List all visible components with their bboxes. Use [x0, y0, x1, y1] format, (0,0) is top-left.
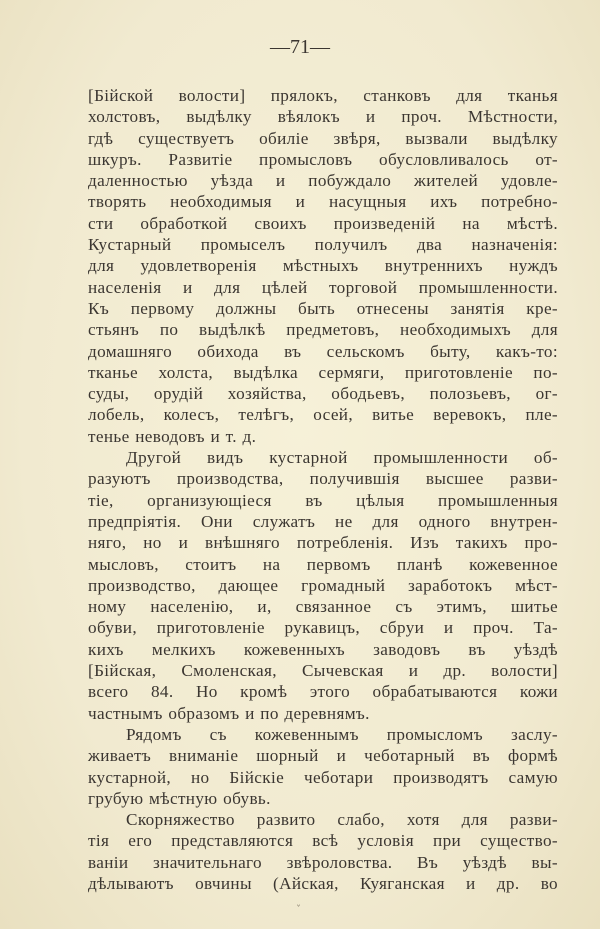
printer-mark: ˇ: [296, 905, 301, 916]
text-line: творять необходимыя и насущныя ихъ потребно-: [88, 192, 558, 212]
text-line: мысловъ, стоитъ на первомъ планѣ кожевенное: [88, 554, 558, 574]
text-line: холстовъ, выдѣлку вѣялокъ и проч. Мѣстности,: [88, 107, 558, 127]
text-line: суды, орудій хозяйства, ободьевъ, полозьевъ, ог-: [88, 384, 558, 404]
text-line: предпріятія. Они служатъ не для одного внутрен-: [88, 511, 558, 531]
text-line: кустарной, но Бійскіе чеботари производятъ самую: [88, 767, 558, 787]
text-line: кихъ мелкихъ кожевенныхъ заводовъ въ уѣздѣ: [88, 639, 558, 659]
text-line: дѣлываютъ овчины (Айская, Куяганская и др. во: [88, 873, 558, 893]
text-line: домашняго обихода въ сельскомъ быту, какъ-то:: [88, 341, 558, 361]
body-text: [88, 85, 558, 894]
text-line: гдѣ существуетъ обиліе звѣря, вызвали выдѣлку: [88, 128, 558, 148]
text-line: частнымъ образомъ и по деревнямъ.: [88, 703, 370, 723]
text-line: сти обработкой своихъ произведеній на мѣстѣ.: [88, 213, 558, 233]
text-line: Скорняжество развито слабо, хотя для разви-: [126, 810, 558, 830]
text-line: лобель, колесъ, телѣгъ, осей, витье веревокъ, пле-: [88, 405, 558, 425]
text-line: Другой видъ кустарной промышленности об-: [126, 448, 558, 468]
text-line: обуви, приготовленіе рукавицъ, сбруи и проч. Та-: [88, 618, 558, 638]
text-line: Рядомъ съ кожевеннымъ промысломъ заслу-: [126, 724, 558, 744]
text-line: няго, но и внѣшняго потребленія. Изъ такихъ про-: [88, 533, 558, 553]
text-line: всего 84. Но кромѣ этого обрабатываются кожи: [88, 682, 558, 702]
text-line: грубую мѣстную обувь.: [88, 788, 271, 808]
text-line: стьянъ по выдѣлкѣ предметовъ, необходимыхъ для: [88, 320, 558, 340]
text-line: [Бійской волости] прялокъ, станковъ для тканья: [88, 86, 558, 105]
text-line: тканье холста, выдѣлка сермяги, приготовленіе по-: [88, 362, 558, 382]
text-line: населенія и для цѣлей торговой промышленности.: [88, 277, 558, 297]
text-line: для удовлетворенія мѣстныхъ внутреннихъ нуждъ: [88, 256, 558, 276]
text-line: шкуръ. Развитіе промысловъ обусловливалось от-: [88, 149, 558, 169]
page-number: —71—: [270, 36, 330, 58]
text-line: живаетъ вниманіе шорный и чеботарный въ формѣ: [88, 746, 558, 766]
text-line: разуютъ производства, получившія высшее разви-: [88, 469, 558, 489]
text-line: тія его представляются всѣ условія при существо-: [88, 831, 558, 851]
text-line: тенье неводовъ и т. д.: [88, 426, 257, 446]
text-line: [Бійская, Смоленская, Сычевская и др. волости]: [88, 661, 558, 681]
text-line: Кустарный промыселъ получилъ два назначенія:: [88, 235, 558, 255]
text-line: тіе, организующіеся въ цѣлыя промышленныя: [88, 490, 558, 510]
text-line: ваніи значительнаго звѣроловства. Въ уѣздѣ вы-: [88, 852, 558, 872]
text-line: ному населенію, и, связанное съ этимъ, шитье: [88, 597, 558, 617]
text-line: даленностью уѣзда и побуждало жителей удовле-: [88, 171, 558, 191]
text-line: производство, дающее громадный заработокъ мѣст-: [88, 575, 558, 595]
text-line: Къ первому должны быть отнесены занятія кре-: [88, 298, 558, 318]
